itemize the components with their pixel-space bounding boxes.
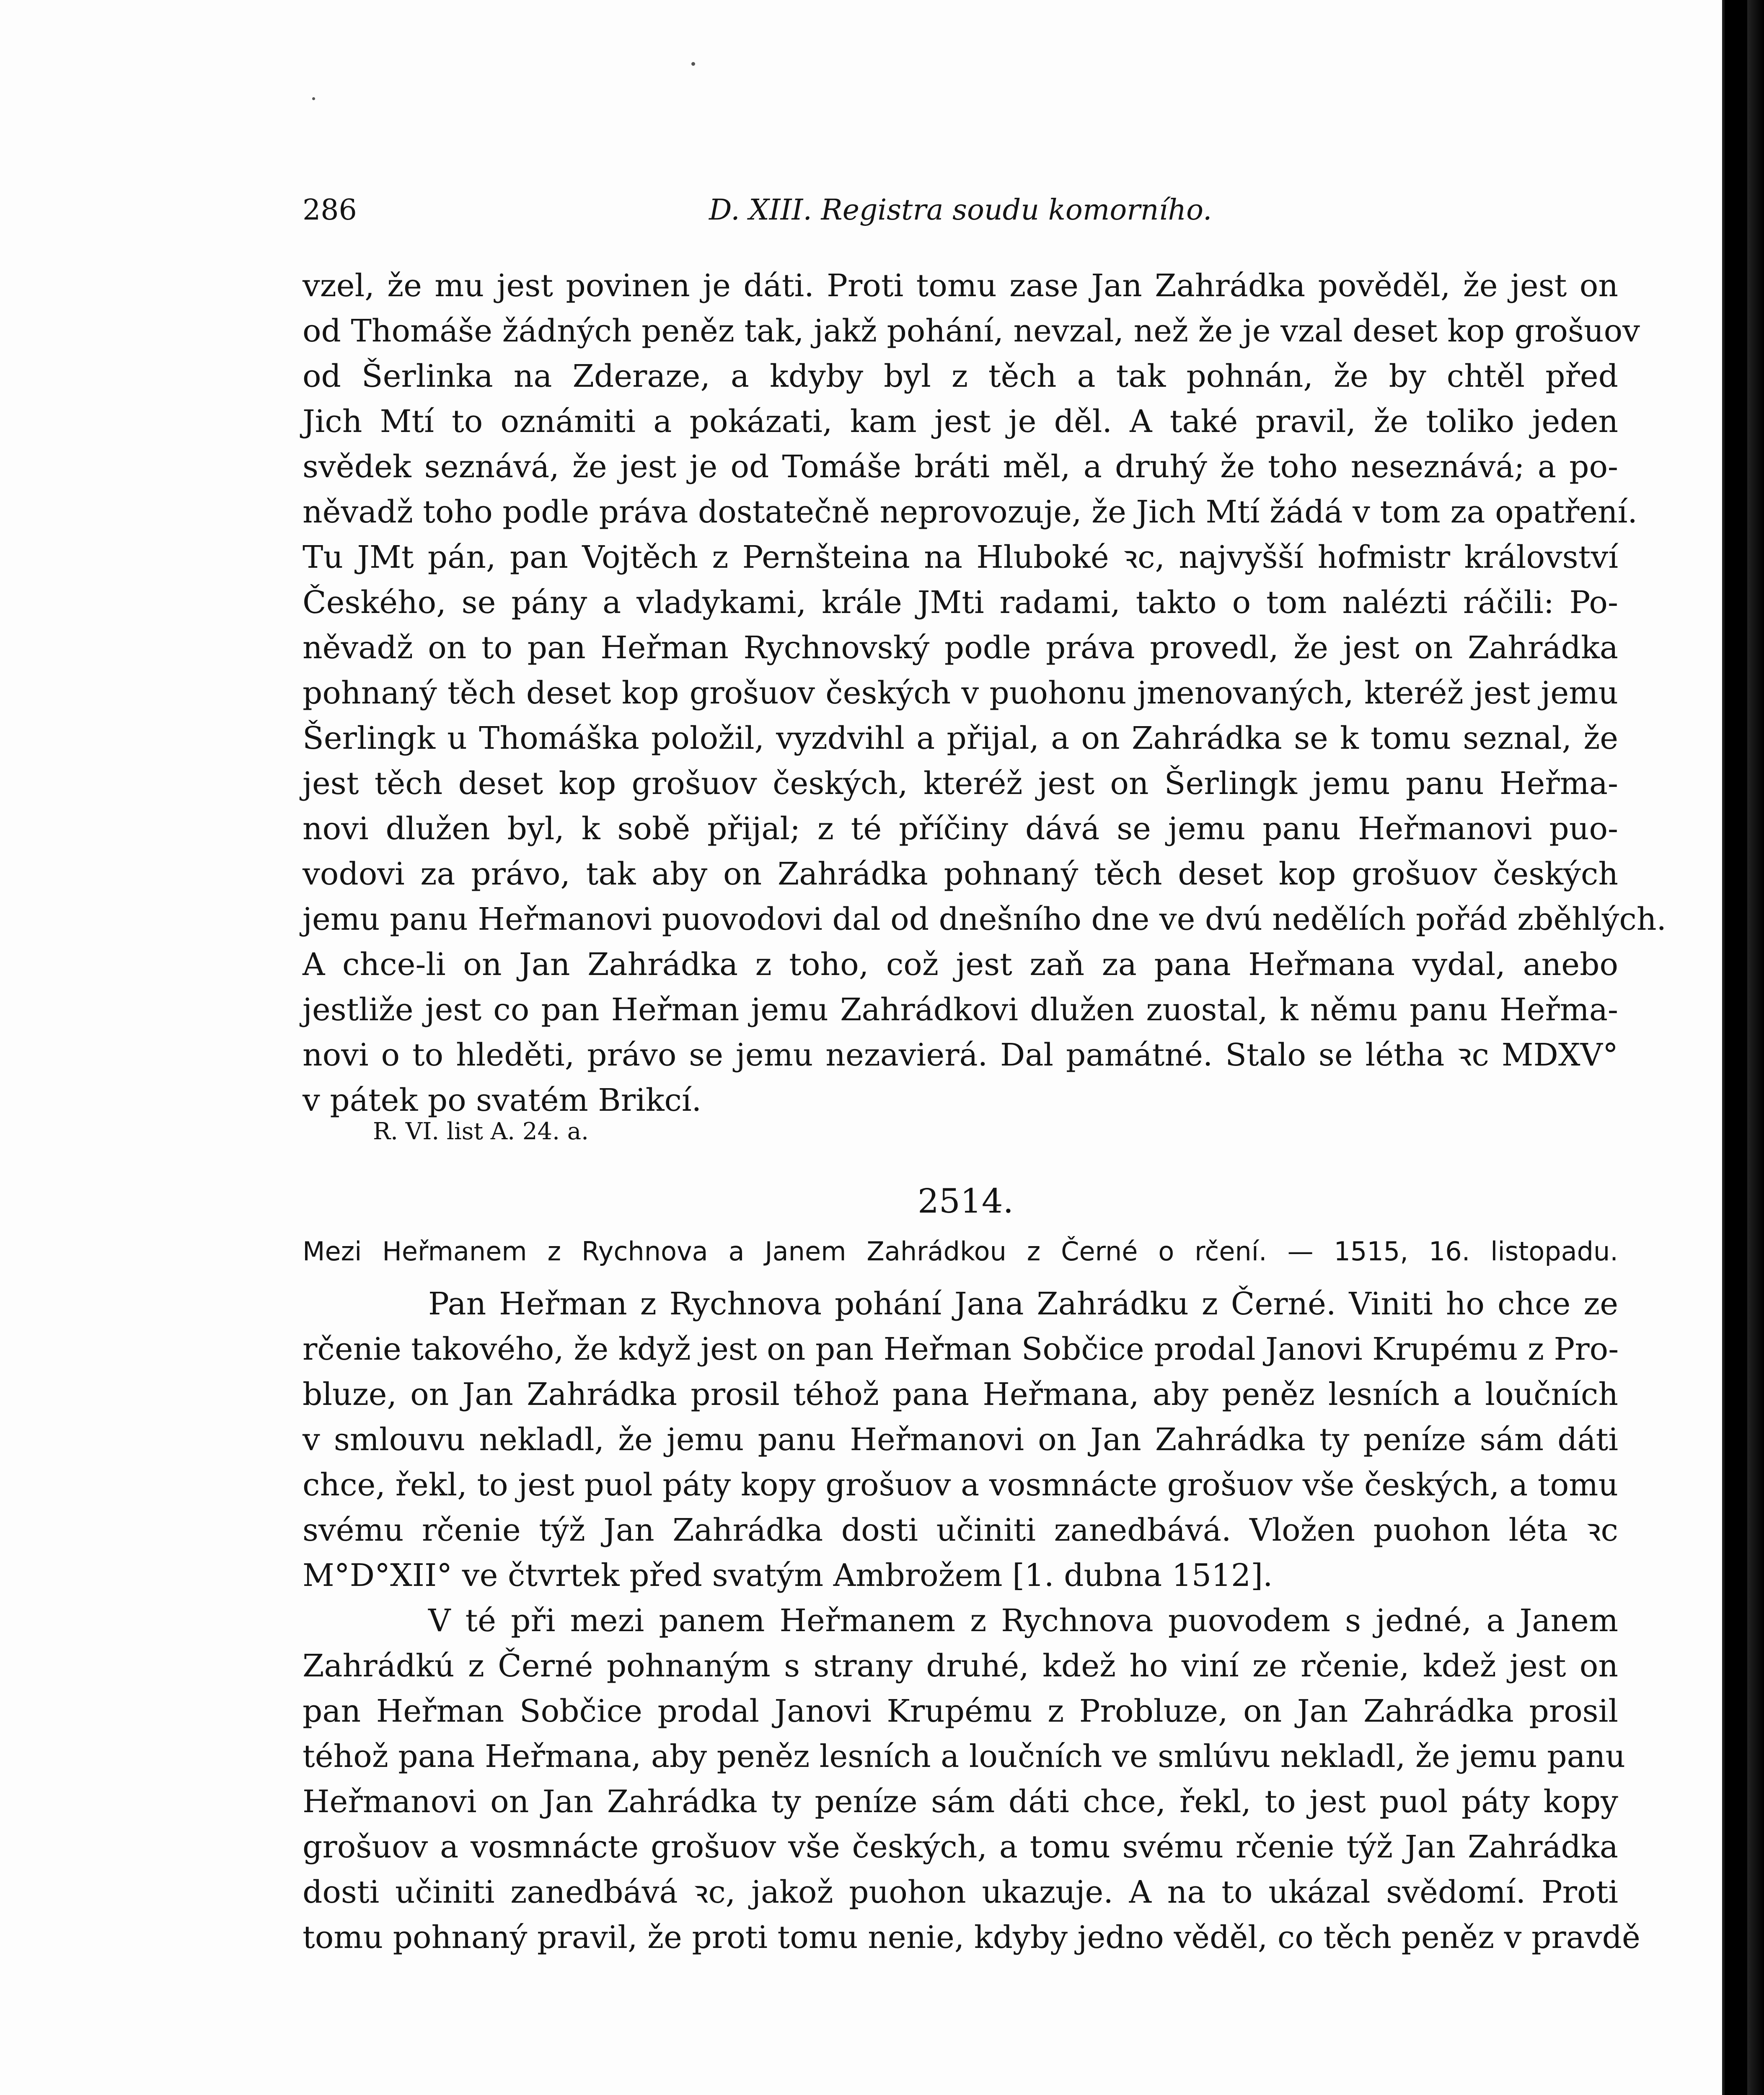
text-line: Jich Mtí to oznámiti a pokázati, kam jest je děl. A také pravil, že toliko jeden bbox=[303, 403, 1618, 440]
scan-speck bbox=[691, 62, 695, 66]
text-line: vodovi za právo, tak aby on Zahrádka pohnaný těch deset kop grošuov českých bbox=[303, 856, 1618, 892]
text-line: rčenie takového, že když jest on pan Heřman Sobčice prodal Janovi Krupému z Pro- bbox=[303, 1331, 1619, 1367]
text-line: V té při mezi panem Heřmanem z Rychnova puovodem s jedné, a Janem bbox=[428, 1603, 1618, 1639]
document-number: 2514. bbox=[918, 1182, 1014, 1221]
text-line: v smlouvu nekladl, že jemu panu Heřmanovi on Jan Zahrádka ty peníze sám dáti bbox=[303, 1422, 1618, 1458]
text-line: bluze, on Jan Zahrádka prosil téhož pana Heřmana, aby peněz lesních a loučních bbox=[303, 1376, 1618, 1412]
text-line: Tu JMt pán, pan Vojtěch z Pernšteina na Hluboké ꝛc, najvyšší hofmistr království bbox=[303, 539, 1618, 575]
text-line: jestliže jest co pan Heřman jemu Zahrádkovi dlužen zuostal, k němu panu Heřma- bbox=[303, 992, 1618, 1028]
text-line: jest těch deset kop grošuov českých, kteréž jest on Šerlingk jemu panu Heřma- bbox=[303, 766, 1618, 802]
text-line: téhož pana Heřmana, aby peněz lesních a loučních ve smlúvu nekladl, že jemu panu bbox=[303, 1738, 1626, 1774]
text-line: pohnaný těch deset kop grošuov českých v puohonu jmenovaných, kteréž jest jemu bbox=[303, 675, 1618, 711]
document-heading: Mezi Heřmanem z Rychnova a Janem Zahrádkou z Černé o rčení. — 1515, 16. listopadu. bbox=[303, 1236, 1618, 1267]
text-line: novi o to hleděti, právo se jemu nezavierá. Dal památné. Stalo se létha ꝛc MDXV° bbox=[303, 1037, 1618, 1073]
source-reference: R. VI. list A. 24. a. bbox=[373, 1118, 589, 1145]
text-line: svému rčenie týž Jan Zahrádka dosti učiniti zanedbává. Vložen puohon léta ꝛc bbox=[303, 1512, 1618, 1548]
text-line: Zahrádkú z Černé pohnaným s strany druhé, kdež ho viní ze rčenie, kdež jest on bbox=[303, 1648, 1618, 1684]
page-header bbox=[303, 194, 1618, 240]
paragraph-ruling bbox=[303, 1598, 1640, 1960]
text-line: Českého, se pány a vladykami, krále JMti radami, takto o tom nalézti ráčili: Po- bbox=[303, 585, 1618, 621]
text-line: v pátek po svatém Brikcí. bbox=[303, 1082, 702, 1118]
text-line: pan Heřman Sobčice prodal Janovi Krupému z Probluze, on Jan Zahrádka prosil bbox=[303, 1693, 1618, 1729]
text-line: svědek seznává, že jest je od Tomáše bráti měl, a druhý že toho neseznává; a po- bbox=[303, 449, 1618, 485]
page-number: 286 bbox=[303, 194, 357, 227]
text-line: od Šerlinka na Zderaze, a kdyby byl z těch a tak pohnán, že by chtěl před bbox=[303, 358, 1618, 394]
text-line: A chce-li on Jan Zahrádka z toho, což jest zaň za pana Heřmana vydal, anebo bbox=[303, 947, 1618, 983]
text-line: M°D°XII° ve čtvrtek před svatým Ambrožem [1. dubna 1512]. bbox=[303, 1557, 1273, 1593]
text-line: novi dlužen byl, k sobě přijal; z té příčiny dává se jemu panu Heřmanovi puo- bbox=[303, 811, 1618, 847]
text-line: Heřmanovi on Jan Zahrádka ty peníze sám dáti chce, řekl, to jest puol páty kopy bbox=[303, 1784, 1618, 1820]
scan-speck bbox=[312, 97, 315, 100]
text-line: něvadž on to pan Heřman Rychnovský podle práva provedl, že jest on Zahrádka bbox=[303, 630, 1618, 666]
scan-border bbox=[1747, 0, 1764, 2095]
text-line: jemu panu Heřmanovi puovodovi dal od dnešního dne ve dvú nedělích pořád zběhlých. bbox=[303, 901, 1667, 937]
text-line: od Thomáše žádných peněz tak, jakž pohání, nevzal, než že je vzal deset kop grošuov bbox=[303, 313, 1640, 349]
text-line: grošuov a vosmnácte grošuov vše českých, a tomu svému rčenie týž Jan Zahrádka bbox=[303, 1829, 1618, 1865]
text-line: vzel, že mu jest povinen je dáti. Proti tomu zase Jan Zahrádka pověděl, že jest on bbox=[303, 268, 1618, 304]
running-title: D. XIII. Registra soudu komorního. bbox=[709, 194, 1212, 227]
text-line: tomu pohnaný pravil, že proti tomu nenie, kdyby jedno věděl, co těch peněz v pravdě bbox=[303, 1919, 1640, 1955]
text-line: něvadž toho podle práva dostatečně neprovozuje, že Jich Mtí žádá v tom za opatření. bbox=[303, 494, 1637, 530]
text-line: dosti učiniti zanedbává ꝛc, jakož puohon ukazuje. A na to ukázal svědomí. Proti bbox=[303, 1874, 1618, 1910]
text-line: Pan Heřman z Rychnova pohání Jana Zahrádku z Černé. Viniti ho chce ze bbox=[428, 1286, 1618, 1322]
entry-continuation-text bbox=[303, 263, 1667, 1123]
paragraph-summons bbox=[303, 1281, 1618, 1598]
text-line: Šerlingk u Thomáška položil, vyzdvihl a přijal, a on Zahrádka se k tomu seznal, že bbox=[303, 720, 1618, 756]
text-line: chce, řekl, to jest puol páty kopy grošuov a vosmnácte grošuov vše českých, a tomu bbox=[303, 1467, 1618, 1503]
